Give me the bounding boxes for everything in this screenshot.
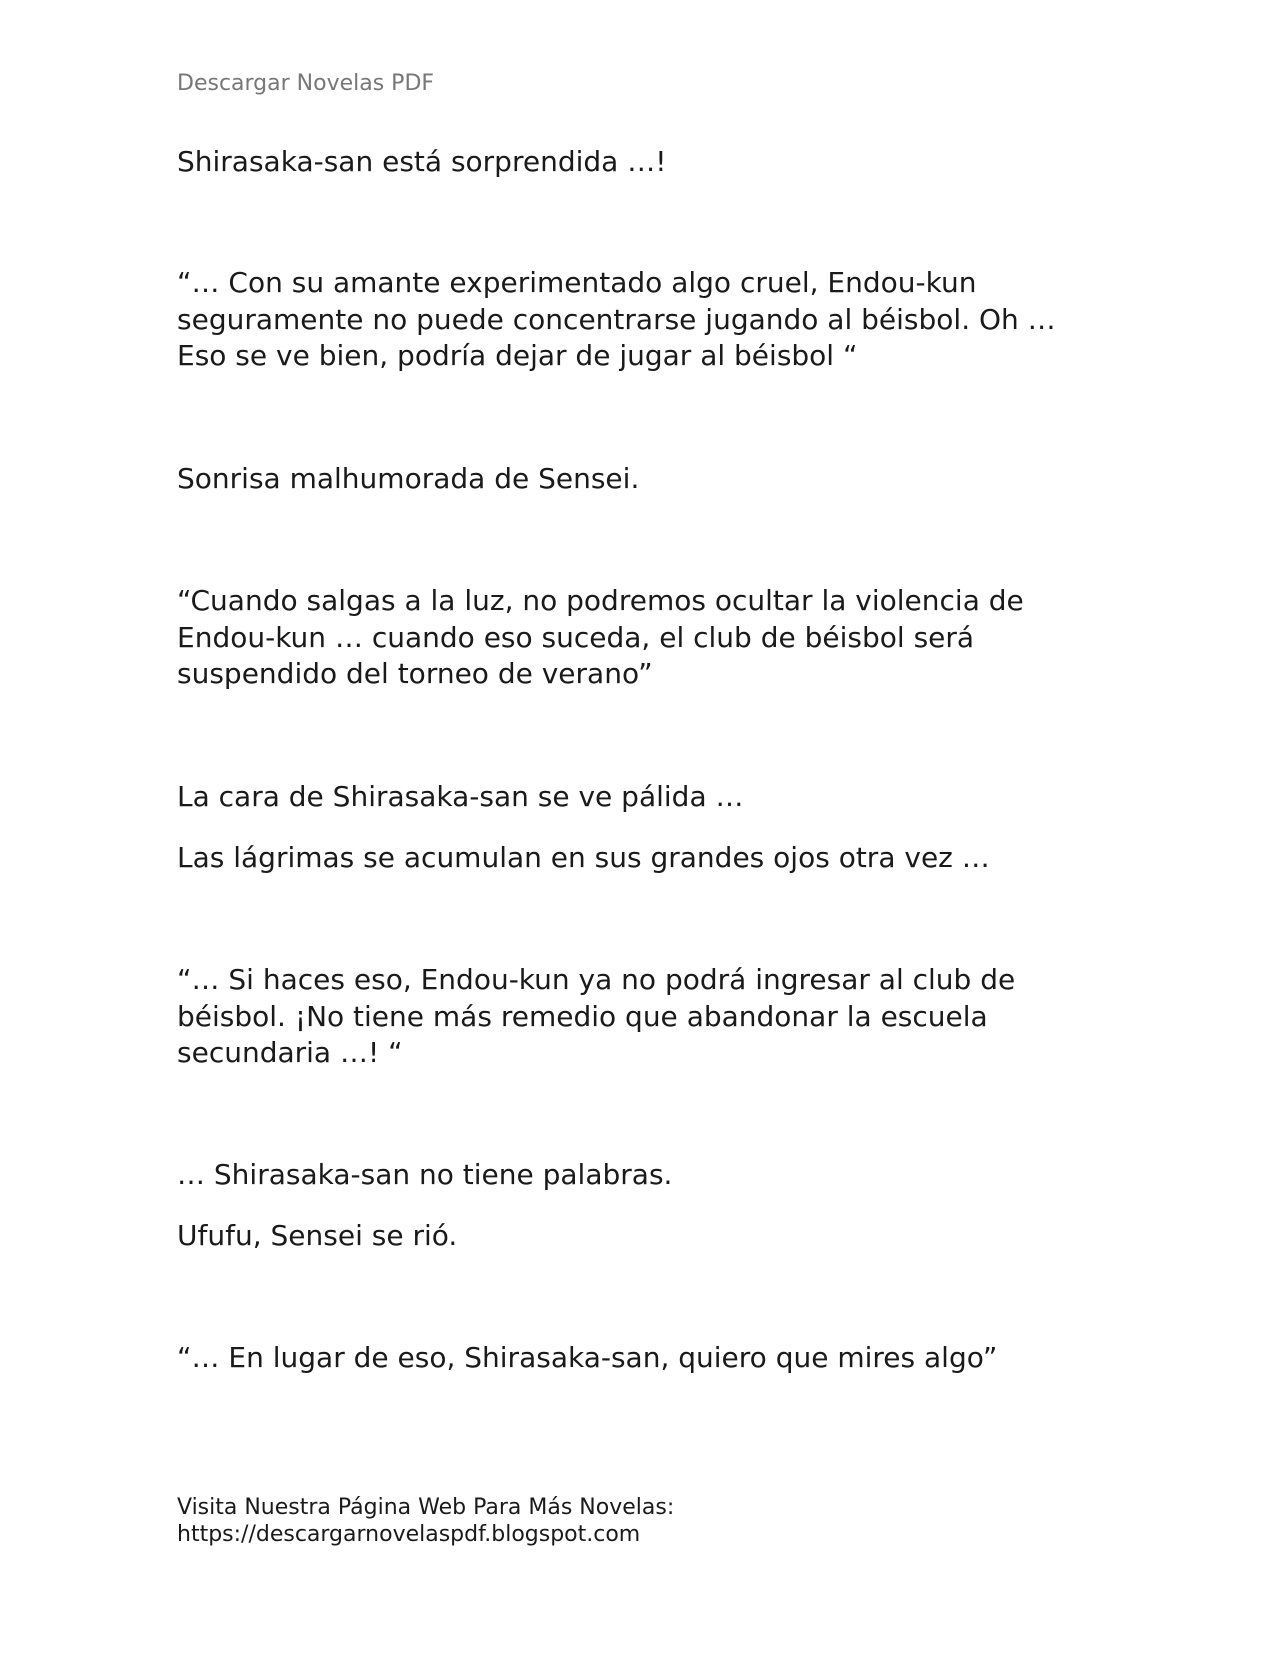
text-line: Eso se ve bien, podría dejar de jugar al béisbol “	[177, 339, 858, 372]
paragraph-5	[177, 779, 1117, 816]
paragraph-7	[177, 962, 1117, 1072]
text-line: “Cuando salgas a la luz, no podremos ocultar la violencia de	[177, 584, 1024, 617]
text-line: béisbol. ¡No tiene más remedio que abandonar la escuela	[177, 999, 988, 1033]
text-line: Endou-kun … cuando eso suceda, el club de béisbol será	[177, 620, 975, 654]
text-line: Shirasaka-san está sorprendida …!	[177, 145, 667, 178]
text-line: … Shirasaka-san no tiene palabras.	[177, 1158, 673, 1191]
page-header: Descargar Novelas PDF	[177, 71, 435, 96]
paragraph-1	[177, 144, 1117, 181]
paragraph-4	[177, 583, 1117, 693]
paragraph-2	[177, 265, 1117, 375]
paragraph-9	[177, 1218, 1117, 1255]
footer-url: https://descargarnovelaspdf.blogspot.com	[177, 1521, 641, 1547]
text-line: La cara de Shirasaka-san se ve pálida …	[177, 780, 744, 813]
text-line: suspendido del torneo de verano”	[177, 657, 653, 690]
paragraph-8	[177, 1157, 1117, 1194]
text-line: “… Si haces eso, Endou-kun ya no podrá ingresar al club de	[177, 963, 1016, 996]
footer-text: Visita Nuestra Página Web Para Más Novelas:	[177, 1495, 675, 1520]
paragraph-10	[177, 1340, 1117, 1377]
text-line: secundaria …! “	[177, 1036, 403, 1069]
text-line: Sonrisa malhumorada de Sensei.	[177, 462, 640, 495]
text-line: seguramente no puede concentrarse jugando al béisbol. Oh …	[177, 302, 1056, 336]
text-line: Ufufu, Sensei se rió.	[177, 1219, 458, 1252]
text-line: “… En lugar de eso, Shirasaka-san, quiero que mires algo”	[177, 1341, 998, 1374]
text-line: “… Con su amante experimentado algo cruel, Endou-kun	[177, 266, 977, 299]
paragraph-6	[177, 840, 1117, 877]
paragraph-3	[177, 461, 1117, 498]
text-line: Las lágrimas se acumulan en sus grandes ojos otra vez …	[177, 841, 990, 874]
page-footer	[177, 1495, 674, 1548]
